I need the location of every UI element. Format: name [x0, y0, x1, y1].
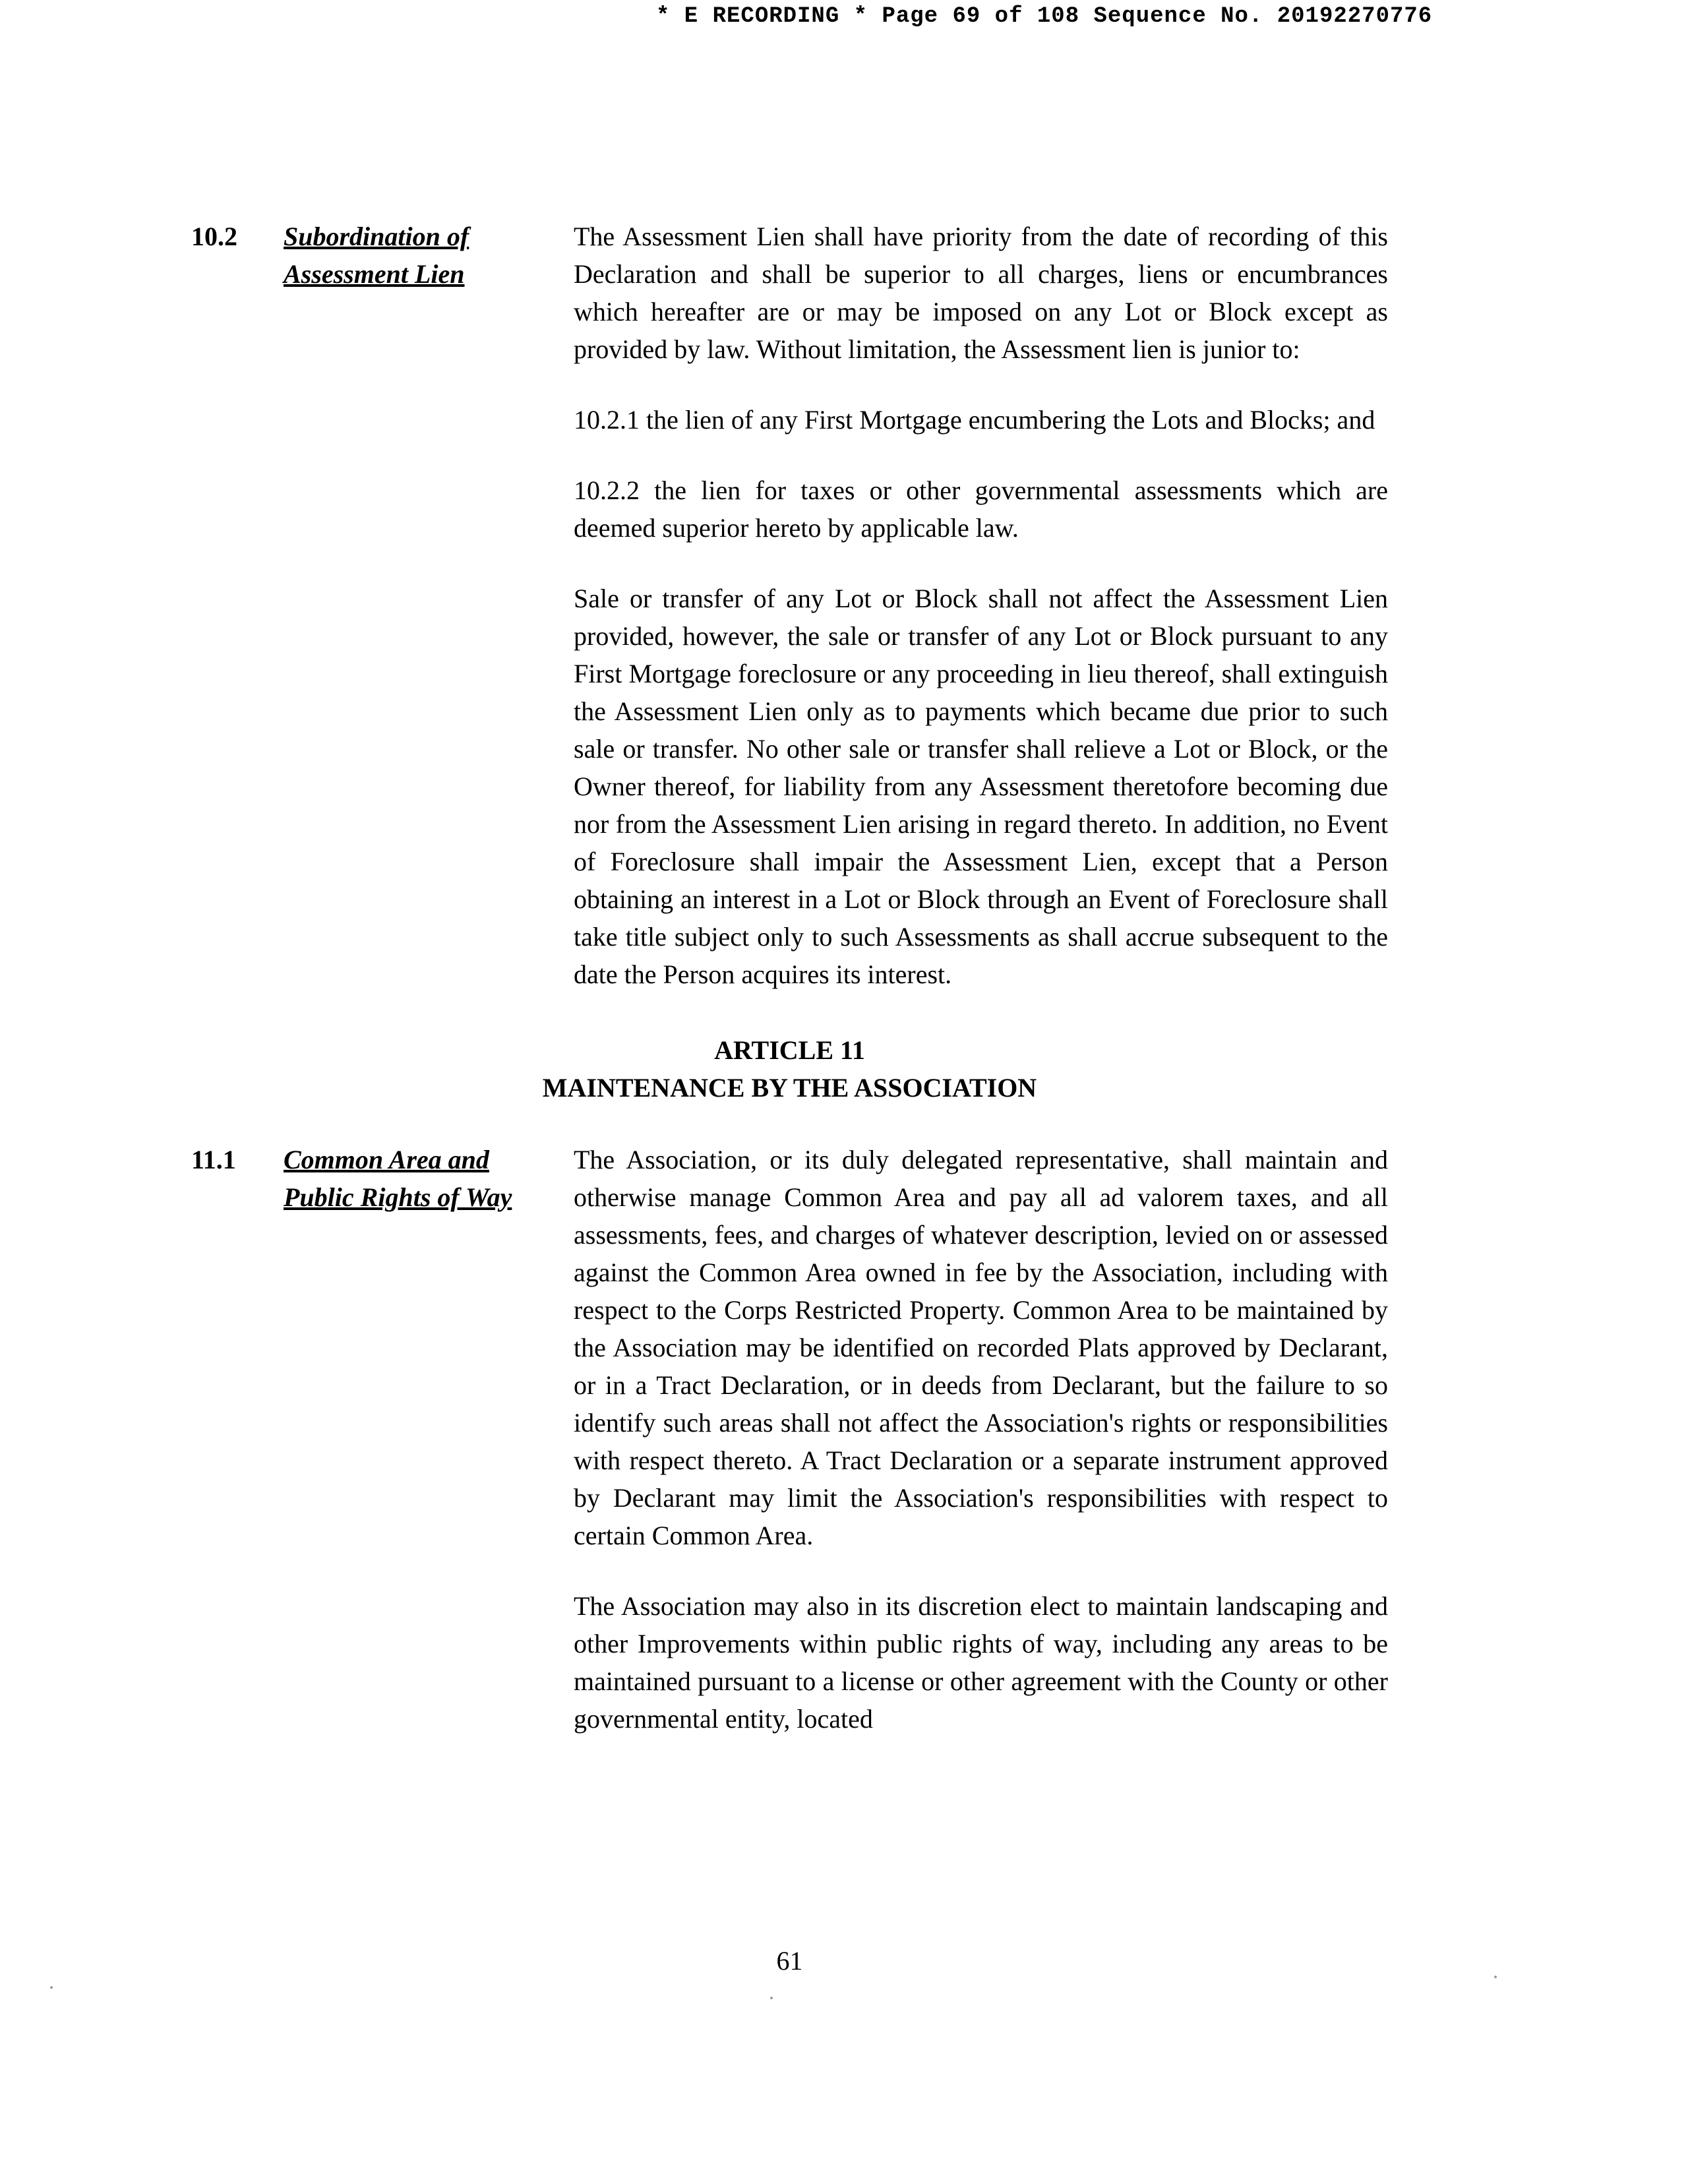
section-text: [574, 1141, 1388, 1738]
section-title: Subordination of Assessment Lien: [284, 222, 469, 289]
section-number: 10.2: [191, 222, 237, 251]
paragraph: 10.2.2 the lien for taxes or other governmental assessments which are deemed superior hereto by applicable law.: [574, 475, 1388, 543]
section-text: [574, 218, 1388, 993]
paragraph: The Association, or its duly delegated representative, shall maintain and otherwise manage Common Area and pay all ad valorem taxes, and all assessments, fees, and charges of whatever description, levied on or assessed against the Common Area owned in fee by the Association, including with respect to the Corps Restricted Property. Common Area to be maintained by the Association may be identified on recorded Plats approved by Declarant, or in a Tract Declaration, or in deeds from Declarant, but the failure to so identify such areas shall not affect the Association's rights or responsibilities with respect thereto. A Tract Declaration or a separate instrument approved by Declarant may limit the Association's responsibilities with respect to certain Common Area.: [574, 1145, 1388, 1550]
paragraph: 10.2.1 the lien of any First Mortgage encumbering the Lots and Blocks; and: [574, 405, 1375, 435]
paragraph: Sale or transfer of any Lot or Block shall not affect the Assessment Lien provided, however, the sale or transfer of any Lot or Block pursuant to any First Mortgage foreclosure or any proceeding in lieu thereof, shall extinguish the Assessment Lien only as to payments which became due prior to such sale or transfer. No other sale or transfer shall relieve a Lot or Block, or the Owner thereof, for liability from any Assessment theretofore becoming due nor from the Assessment Lien arising in regard thereto. In addition, no Event of Foreclosure shall impair the Assessment Lien, except that a Person obtaining an interest in a Lot or Block through an Event of Foreclosure shall take title subject only to such Assessments as shall accrue subsequent to the date the Person acquires its interest.: [574, 584, 1388, 989]
page-number: 61: [776, 1946, 803, 1976]
section-11-1: [191, 1141, 1388, 1738]
section-10-2: [191, 218, 1388, 993]
section-number: 11.1: [191, 1145, 236, 1174]
scan-speck: [770, 1997, 773, 1999]
article-heading: [191, 1031, 1388, 1107]
scan-speck: [50, 1986, 53, 1989]
section-title: Common Area and Public Rights of Way: [284, 1145, 512, 1212]
article-title: MAINTENANCE BY THE ASSOCIATION: [542, 1073, 1037, 1103]
scan-speck: [1494, 1976, 1497, 1978]
paragraph: The Assessment Lien shall have priority from the date of recording of this Declaration and shall be superior to all charges, liens or encumbrances which hereafter are or may be imposed on any Lot or Block except as provided by law. Without limitation, the Assessment lien is junior to:: [574, 222, 1388, 364]
article-number: ARTICLE 11: [714, 1035, 865, 1065]
paragraph: The Association may also in its discretion elect to maintain landscaping and other Improvements within public rights of way, including any areas to be maintained pursuant to a license or other agreement with the County or other governmental entity, located: [574, 1591, 1388, 1734]
document-body: [191, 218, 1388, 1738]
e-recording-header: * E RECORDING * Page 69 of 108 Sequence No. 20192270776: [656, 4, 1433, 29]
